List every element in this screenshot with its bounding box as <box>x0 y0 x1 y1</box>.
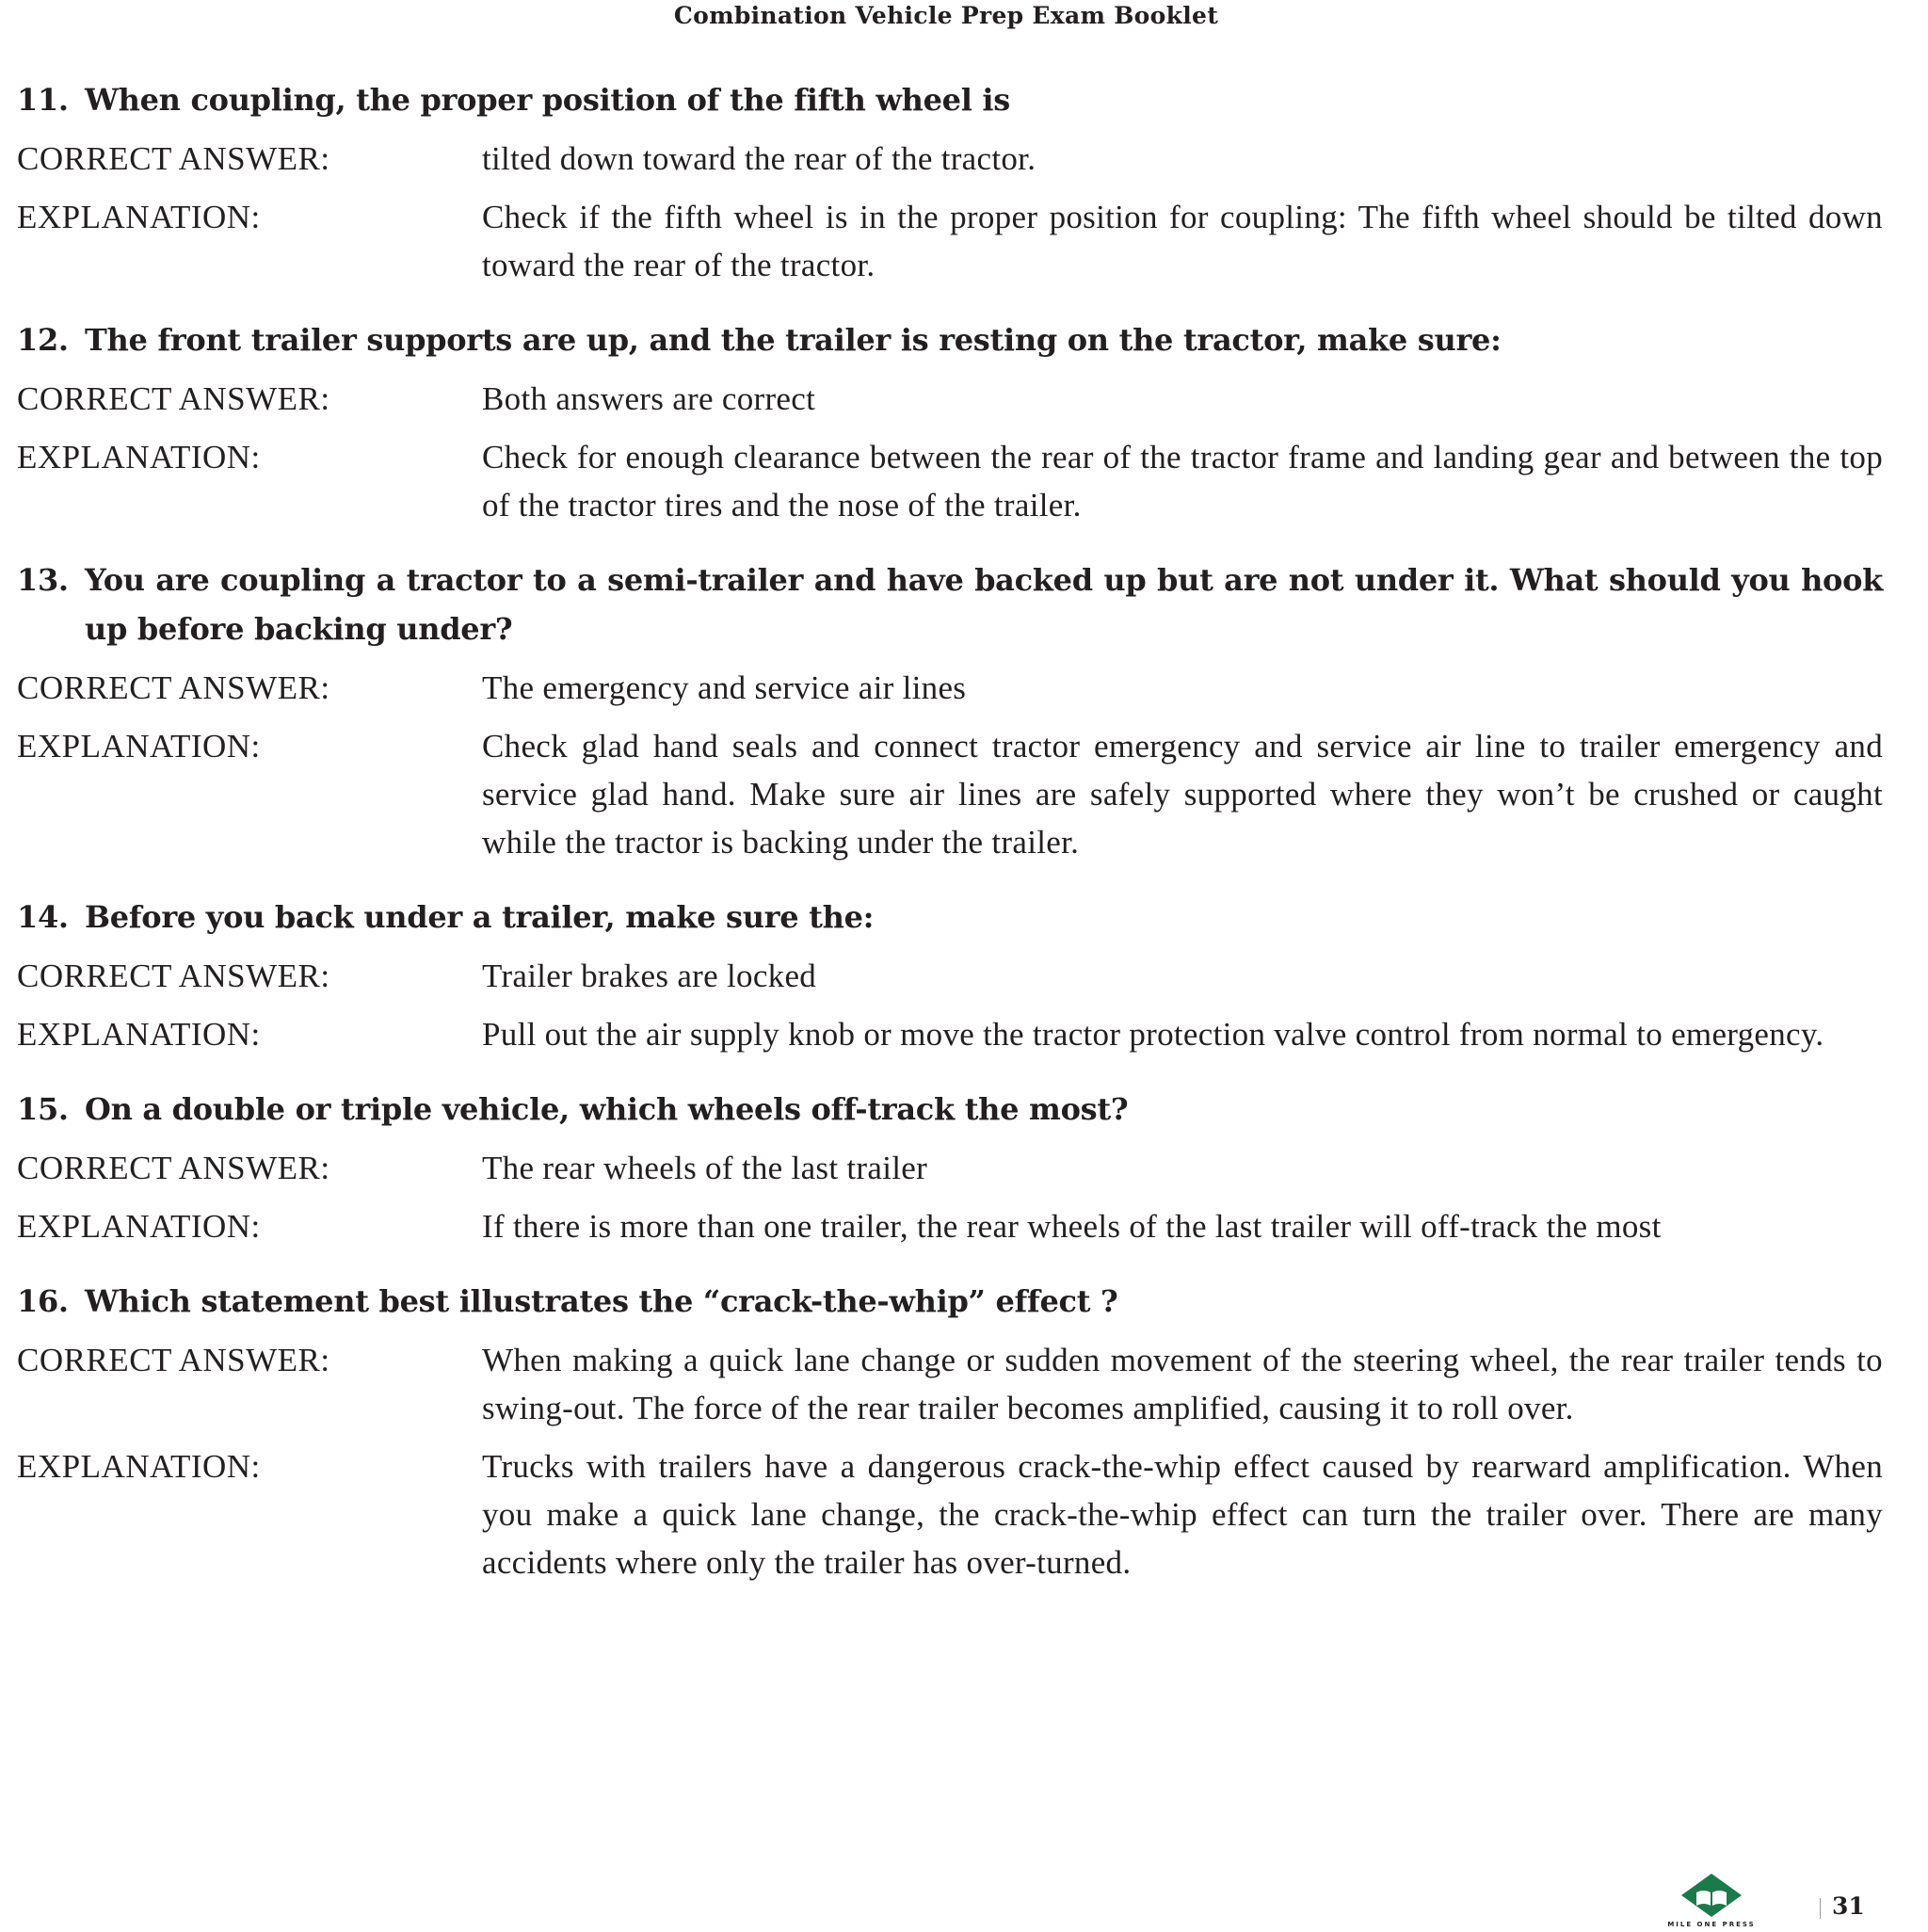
answer-text: Trailer brakes are locked <box>482 958 817 994</box>
question-title <box>17 315 1883 364</box>
question-15 <box>17 1085 1883 1250</box>
explanation-row <box>17 1442 1883 1586</box>
question-title <box>17 893 1883 942</box>
footer-divider <box>1820 1898 1821 1919</box>
running-header: Combination Vehicle Prep Exam Booklet <box>673 2 1219 29</box>
answer-row <box>17 952 1883 1000</box>
question-title <box>17 75 1883 124</box>
question-text: You are coupling a tractor to a semi-trailer and have backed up but are not under it. What should you hook up before backing under? <box>85 562 1883 647</box>
question-number: 15. <box>17 1091 69 1127</box>
answer-row <box>17 664 1883 712</box>
question-title <box>17 1277 1883 1326</box>
question-number: 13. <box>17 562 69 598</box>
question-title <box>17 555 1883 653</box>
logo-text: MILE ONE PRESS <box>1667 1921 1756 1928</box>
question-text: Before you back under a trailer, make sure the: <box>85 899 875 935</box>
question-title <box>17 1085 1883 1134</box>
question-list <box>17 75 1883 1613</box>
explanation-text: Check if the fifth wheel is in the proper position for coupling: The fifth wheel should be tilted down toward the rear of the tractor. <box>482 199 1883 283</box>
explanation-label: EXPLANATION: <box>17 1016 261 1053</box>
page-number: 31 <box>1832 1892 1865 1920</box>
explanation-label: EXPLANATION: <box>17 439 261 475</box>
explanation-row <box>17 1202 1883 1250</box>
answer-text: tilted down toward the rear of the tractor. <box>482 140 1036 177</box>
question-number: 16. <box>17 1283 69 1319</box>
explanation-label: EXPLANATION: <box>17 1208 261 1245</box>
question-text: The front trailer supports are up, and the trailer is resting on the tractor, make sure: <box>85 322 1502 358</box>
answer-label: CORRECT ANSWER: <box>17 1342 330 1378</box>
question-number: 14. <box>17 899 69 935</box>
publisher-logo <box>1655 1872 1768 1928</box>
answer-text: Both answers are correct <box>482 380 816 417</box>
question-16 <box>17 1277 1883 1586</box>
explanation-row <box>17 1010 1883 1058</box>
answer-label: CORRECT ANSWER: <box>17 669 330 706</box>
question-text: On a double or triple vehicle, which wheels off-track the most? <box>85 1091 1129 1127</box>
answer-text: When making a quick lane change or sudden movement of the steering wheel, the rear trailer tends to swing-out. The force of the rear trailer becomes amplified, causing it to roll over. <box>482 1342 1883 1426</box>
answer-row <box>17 1336 1883 1432</box>
question-14 <box>17 893 1883 1058</box>
explanation-text: Pull out the air supply knob or move the tractor protection valve control from normal to emergency. <box>482 1016 1824 1053</box>
explanation-label: EXPLANATION: <box>17 1448 261 1485</box>
question-13 <box>17 555 1883 866</box>
answer-text: The emergency and service air lines <box>482 669 967 706</box>
question-number: 11. <box>17 82 69 118</box>
question-11 <box>17 75 1883 289</box>
explanation-text: Check for enough clearance between the rear of the tractor frame and landing gear and between the top of the tractor tires and the nose of the trailer. <box>482 439 1883 523</box>
answer-text: The rear wheels of the last trailer <box>482 1150 928 1186</box>
question-12 <box>17 315 1883 529</box>
answer-row <box>17 135 1883 183</box>
explanation-label: EXPLANATION: <box>17 199 261 235</box>
explanation-row <box>17 193 1883 289</box>
answer-label: CORRECT ANSWER: <box>17 380 330 417</box>
answer-label: CORRECT ANSWER: <box>17 140 330 177</box>
explanation-text: Trucks with trailers have a dangerous crack-the-whip effect caused by rearward amplification. When you make a quick lane change, the crack-the-whip effect can turn the trailer over. There are many accidents where only the trailer has over-turned. <box>482 1448 1883 1581</box>
explanation-text: Check glad hand seals and connect tractor emergency and service air line to trailer emergency and service glad hand. Make sure air lines are safely supported where they won’t be crushed or caught while the tractor is backing under the trailer. <box>482 728 1883 861</box>
answer-row <box>17 1144 1883 1192</box>
question-number: 12. <box>17 322 69 358</box>
explanation-row <box>17 722 1883 866</box>
answer-row <box>17 375 1883 423</box>
question-text: When coupling, the proper position of the fifth wheel is <box>85 82 1010 118</box>
question-text: Which statement best illustrates the “crack-the-whip” effect ? <box>85 1283 1118 1319</box>
answer-label: CORRECT ANSWER: <box>17 1150 330 1186</box>
explanation-label: EXPLANATION: <box>17 728 261 765</box>
explanation-text: If there is more than one trailer, the rear wheels of the last trailer will off-track the most <box>482 1208 1662 1245</box>
answer-label: CORRECT ANSWER: <box>17 958 330 994</box>
open-book-diamond-icon <box>1655 1872 1768 1928</box>
explanation-row <box>17 433 1883 529</box>
